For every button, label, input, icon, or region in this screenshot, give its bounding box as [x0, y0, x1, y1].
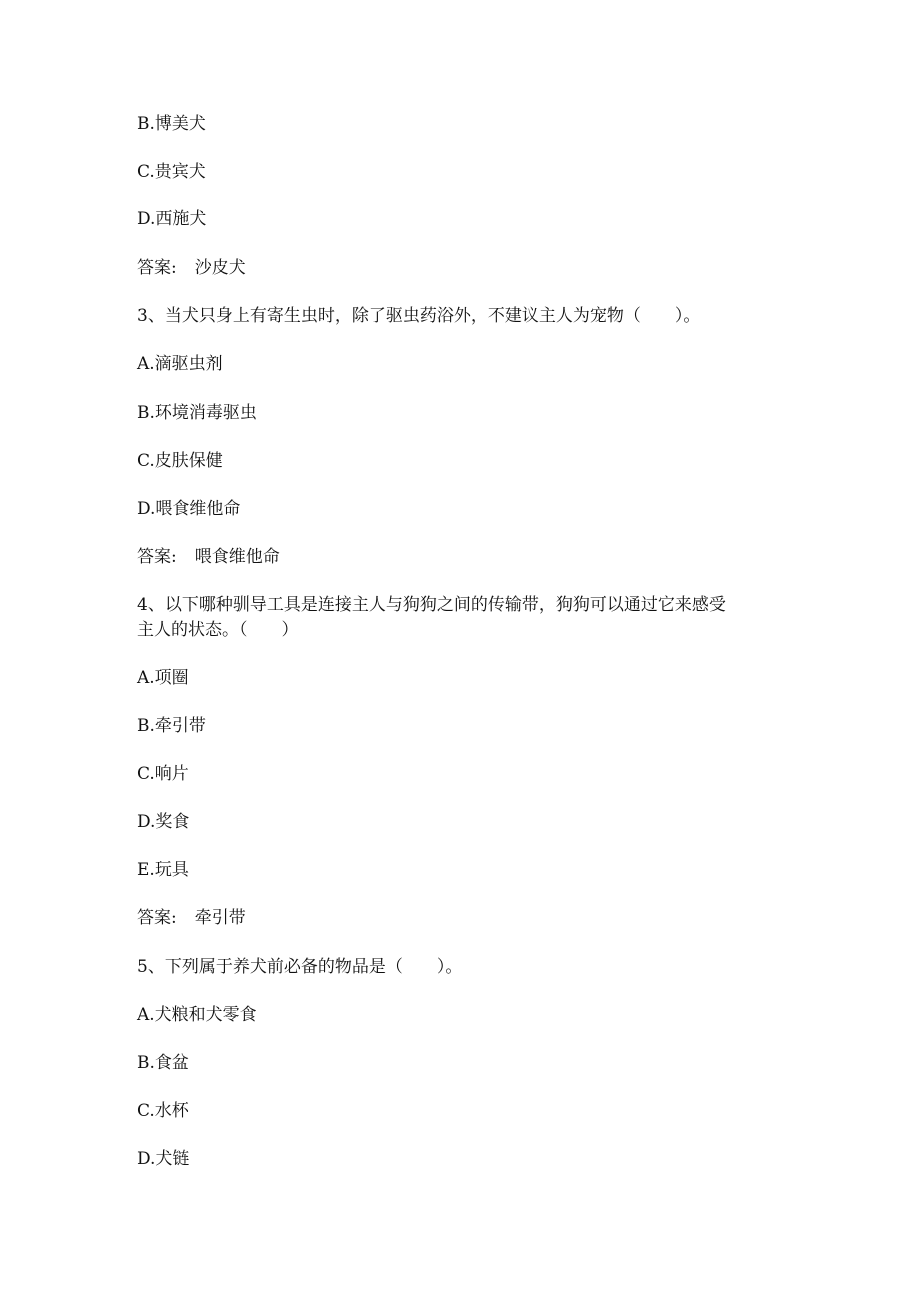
question-line-continued: 主人的状态。（ ）: [137, 620, 299, 640]
question-line: 3、当犬只身上有寄生虫时，除了驱虫药浴外，不建议主人为宠物（ ）。: [137, 306, 701, 326]
option-line: D.犬链: [137, 1149, 190, 1169]
answer-label: 答案:: [137, 908, 177, 928]
question-line: 4、以下哪种驯导工具是连接主人与狗狗之间的传输带，狗狗可以通过它来感受: [137, 595, 726, 615]
option-line: C.皮肤保健: [137, 451, 223, 471]
option-line: A.项圈: [137, 668, 189, 688]
answer-value: 喂食维他命: [194, 547, 280, 567]
option-line: D.奖食: [137, 812, 190, 832]
option-line: A.犬粮和犬零食: [137, 1005, 257, 1025]
answer-line: [137, 546, 280, 568]
option-line: C.响片: [137, 764, 189, 784]
question-line: 5、下列属于养犬前必备的物品是（ ）。: [137, 957, 463, 977]
answer-value: 沙皮犬: [194, 258, 246, 278]
answer-line: [137, 257, 246, 279]
option-line: B.牵引带: [137, 716, 206, 736]
option-line: C.水杯: [137, 1101, 189, 1121]
option-line: B.博美犬: [137, 114, 206, 134]
option-line: B.环境消毒驱虫: [137, 403, 257, 423]
answer-label: 答案:: [137, 258, 177, 278]
option-line: B.食盆: [137, 1053, 189, 1073]
answer-value: 牵引带: [194, 908, 246, 928]
option-line: D.喂食维他命: [137, 499, 241, 519]
answer-line: [137, 907, 246, 929]
answer-label: 答案:: [137, 547, 177, 567]
option-line: A.滴驱虫剂: [137, 354, 223, 374]
option-line: E.玩具: [137, 860, 189, 880]
option-line: C.贵宾犬: [137, 162, 206, 182]
option-line: D.西施犬: [137, 209, 207, 229]
